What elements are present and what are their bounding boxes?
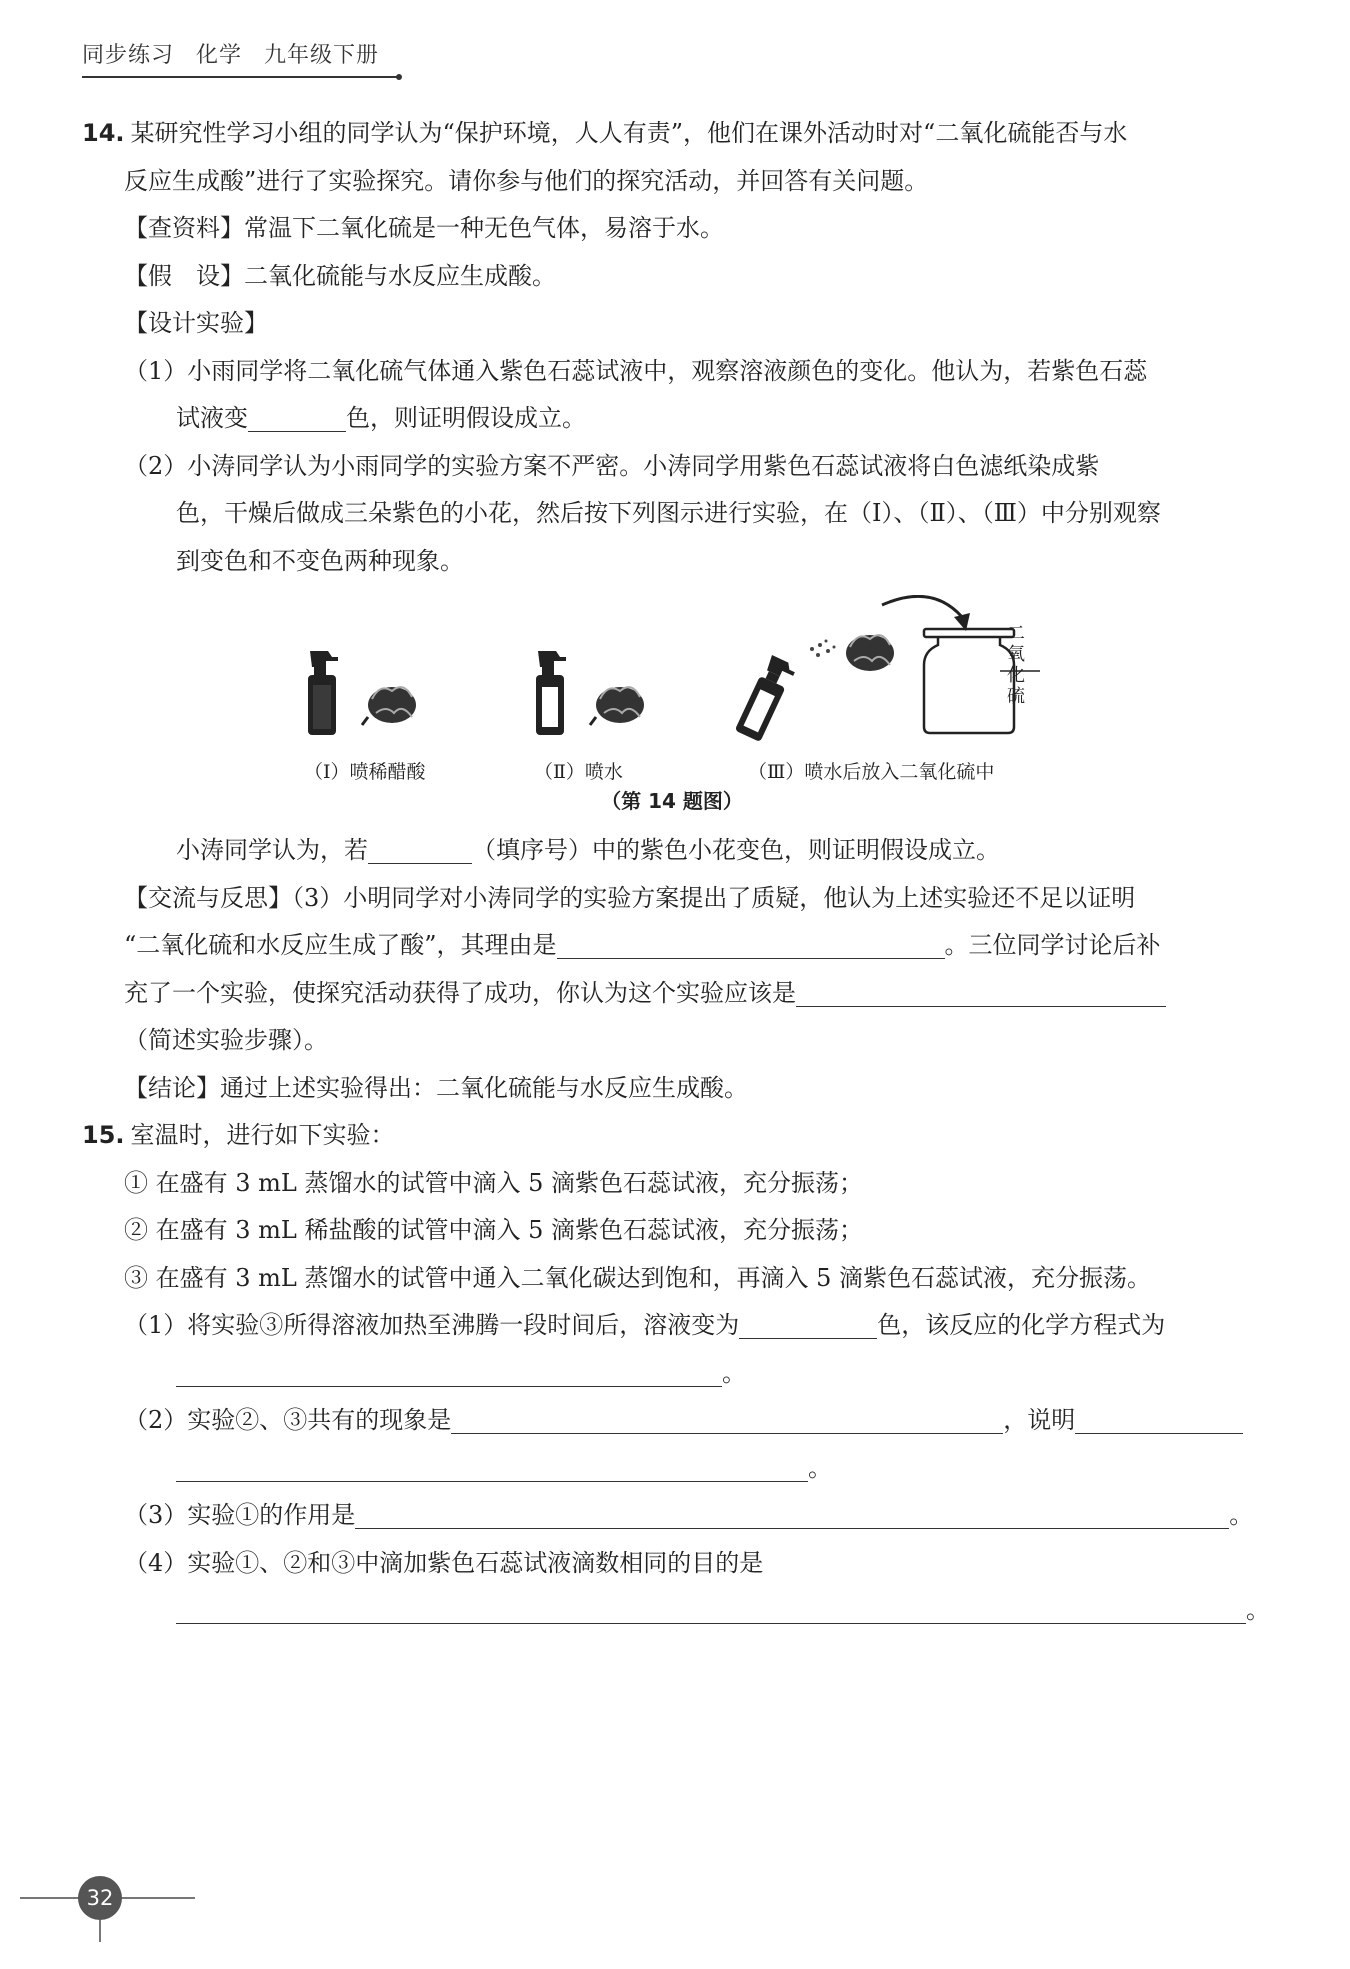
gas-label: 二 氧 化 硫 <box>1007 623 1025 707</box>
header-subject: 化学 <box>196 43 243 68</box>
worksheet-content <box>82 110 1270 1635</box>
q15-part2-line-2: 。 <box>82 1445 1262 1493</box>
answer-blank-color-change[interactable] <box>739 1308 877 1339</box>
figure-label-1: （Ⅰ）喷稀醋酸 <box>304 761 426 783</box>
experiment-figure <box>82 595 1262 745</box>
page-number: 32 <box>78 1876 122 1920</box>
q14-chaziliao: 【查资料】常温下二氧化硫是一种无色气体，易溶于水。 <box>124 214 724 242</box>
answer-blank-purpose[interactable] <box>355 1498 1229 1529</box>
q15-step-1: ① 在盛有 3 mL 蒸馏水的试管中滴入 5 滴紫色石蕊试液，充分振荡； <box>124 1168 864 1197</box>
experiment-illustration <box>82 595 1262 745</box>
q14-part2-line-2: 色，干燥后做成三朵紫色的小花，然后按下列图示进行实验，在（Ⅰ）、（Ⅱ）、（Ⅲ）中分别观察 <box>176 499 1161 527</box>
q14-conclusion: 【结论】通过上述实验得出：二氧化硫能与水反应生成酸。 <box>124 1073 748 1102</box>
header-grade: 九年级下册 <box>264 43 380 68</box>
q14-line-2: 反应生成酸”进行了实验探究。请你参与他们的探究活动，并回答有关问题。 <box>124 166 929 195</box>
answer-blank-explanation-cont[interactable] <box>176 1451 808 1482</box>
q14-reflection-line-4: （简述实验步骤）。 <box>124 1026 328 1054</box>
q15-part1-line-2: 。 <box>82 1350 1262 1398</box>
answer-blank-drop-purpose[interactable] <box>176 1593 1246 1624</box>
q14-part1-line-1: （1）小雨同学将二氧化硫气体通入紫色石蕊试液中，观察溶液颜色的变化。他认为，若紫色石蕊 <box>124 356 1148 385</box>
q14-reflection-line-3: 充了一个实验，使探究活动获得了成功，你认为这个实验应该是 <box>82 970 1262 1018</box>
q15-part2-line-1: （2）实验②、③共有的现象是 ，说明 <box>82 1397 1262 1445</box>
spray-bottle-water-icon <box>536 651 566 735</box>
q14-jiashe: 【假 设】二氧化硫能与水反应生成酸。 <box>124 261 556 290</box>
header-series: 同步练习 <box>82 43 175 68</box>
paper-flower-icon <box>590 687 644 725</box>
q15-line-intro: 15. 室温时，进行如下实验： <box>82 1121 395 1149</box>
page-header <box>82 38 393 69</box>
q14-reflection-line-1: 【交流与反思】（3）小明同学对小涛同学的实验方案提出了质疑，他认为上述实验还不足以证明 <box>124 883 1136 912</box>
answer-blank-color[interactable] <box>248 401 346 432</box>
figure-labels <box>82 745 1262 781</box>
curved-arrow-icon <box>882 596 970 631</box>
q15-part1-line-1: （1）将实验③所得溶液加热至沸腾一段时间后，溶液变为 色，该反应的化学方程式为 <box>82 1302 1262 1350</box>
q15-number: 15. <box>82 1121 125 1149</box>
q15-step-3: ③ 在盛有 3 mL 蒸馏水的试管中通入二氧化碳达到饱和，再滴入 5 滴紫色石蕊试液，充分振荡。 <box>124 1263 1152 1292</box>
answer-blank-equation[interactable] <box>176 1356 722 1387</box>
figure-caption: （第 14 题图） <box>601 789 743 813</box>
answer-blank-experiment[interactable] <box>796 976 1166 1007</box>
answer-blank-reason[interactable] <box>557 928 945 959</box>
q15-part3: （3）实验①的作用是 。 <box>82 1492 1262 1540</box>
q14-part1-line-2: 试液变 色，则证明假设成立。 <box>82 395 1262 443</box>
q15-part4-line-2: 。 <box>82 1587 1262 1635</box>
q15-part4-line-1: （4）实验①、②和③中滴加紫色石蕊试液滴数相同的目的是 <box>124 1548 764 1577</box>
q14-part2-line-4: 小涛同学认为，若 （填序号）中的紫色小花变色，则证明假设成立。 <box>82 827 1262 875</box>
q14-number: 14. <box>82 119 125 147</box>
header-rule <box>82 76 398 78</box>
figure-label-2: （Ⅱ）喷水 <box>534 761 623 783</box>
q14-part2-line-1: （2）小涛同学认为小雨同学的实验方案不严密。小涛同学用紫色石蕊试液将白色滤纸染成紫 <box>124 451 1100 480</box>
footer-tick <box>99 1920 101 1942</box>
paper-flower-icon <box>362 687 416 725</box>
answer-blank-phenomenon[interactable] <box>451 1403 1003 1434</box>
answer-blank-explanation[interactable] <box>1075 1403 1243 1434</box>
spray-mist-icon <box>810 640 836 658</box>
q14-sheji: 【设计实验】 <box>124 309 268 337</box>
q15-step-2: ② 在盛有 3 mL 稀盐酸的试管中滴入 5 滴紫色石蕊试液，充分振荡； <box>124 1216 864 1244</box>
spray-bottle-acid-icon <box>308 651 338 735</box>
answer-blank-sequence[interactable] <box>368 833 472 864</box>
spray-bottle-tilted-icon <box>735 654 798 743</box>
q14-reflection-line-2: “二氧化硫和水反应生成了酸”，其理由是 。三位同学讨论后补 <box>82 922 1262 970</box>
paper-flower-icon <box>846 635 894 671</box>
figure-label-3: （Ⅲ）喷水后放入二氧化硫中 <box>748 761 995 783</box>
q14-line-1: 14. 某研究性学习小组的同学认为“保护环境，人人有责”，他们在课外活动时对“二氧化硫能否与水 <box>82 119 1128 147</box>
q14-part2-line-3: 到变色和不变色两种现象。 <box>176 546 464 575</box>
